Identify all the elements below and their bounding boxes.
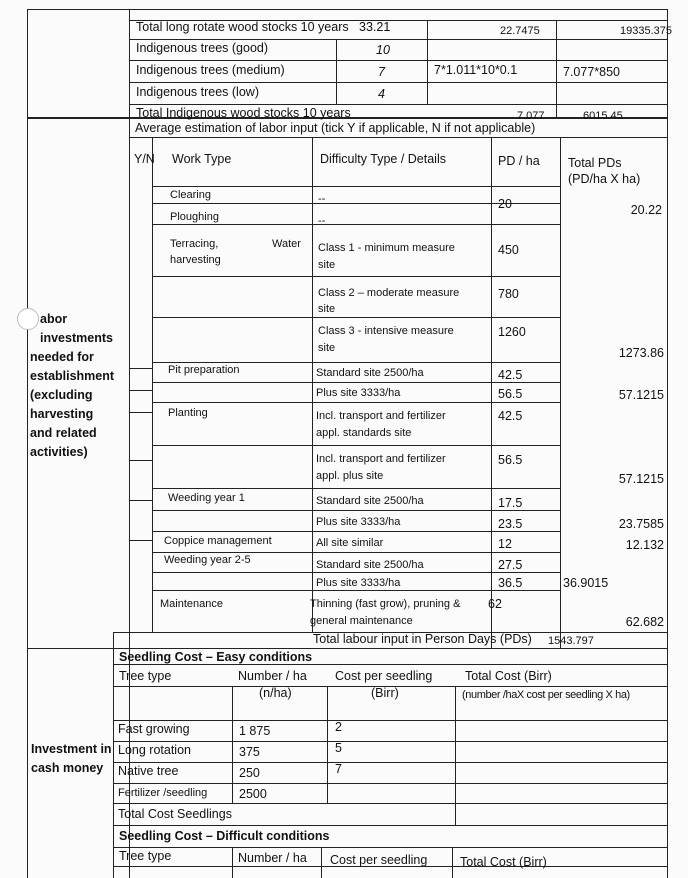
invest-row-line [113,741,667,742]
difficult-h-type: Tree type [119,849,172,863]
easy-h-type: Tree type [119,669,172,683]
top-r1-col3: 22.7475 [500,25,540,37]
row-planting-work: Planting [168,407,208,419]
row-terracing-work-b: Water [272,238,301,250]
row-plant2-pd: 56.5 [498,453,523,467]
easy-h-num: Number / ha [238,669,307,683]
header-yn: Y/N [134,152,155,166]
difficult-h-total: Total Cost (Birr) [460,855,547,869]
top-r2-value: 10 [376,43,390,57]
top-r5-col3: 7.077 [517,110,545,122]
outer-top-border [27,9,668,10]
row-pit-work: Pit preparation [168,364,240,376]
row-plant1-pd: 42.5 [498,409,523,423]
easy-h-total: Total Cost (Birr) [465,669,552,683]
easy-total-label: Total Cost Seedlings [118,807,232,821]
invest-side-label: Investment in cash money [31,742,112,775]
row-terr3-total: 1273.86 [618,346,664,360]
row-weed1b-diff: Plus site 3333/ha [316,516,401,528]
yn-row-line [129,412,152,413]
invest-col-line [232,847,233,878]
easy-h-cost-sub: (Birr) [371,686,399,700]
top-r1-label: Total long rotate wood stocks 10 years [136,20,349,34]
row-weed2b-pd: 36.5 [498,576,523,590]
row-clearing-total: 20.22 [630,203,662,217]
labor-row-line [152,488,560,489]
row-maintenance-work: Maintenance [160,598,223,610]
row-weed1a-pd: 17.5 [498,496,523,510]
header-pd-ha: PD / ha [498,154,540,168]
labor-total-value: 1543.797 [548,635,594,647]
invest-col-line [455,686,456,825]
top-r4-value: 4 [378,87,385,101]
easy-row-type: Fast growing [118,722,190,736]
labor-title: Average estimation of labor input (tick Y if applicable, N if not applicable) [135,121,536,135]
row-terracing-work-2: harvesting [170,254,221,266]
labor-col-line [491,137,492,648]
labor-col-line [152,137,153,632]
top-r5-col4: 6015.45 [583,110,623,122]
row-weed1-work: Weeding year 1 [168,492,245,504]
yn-row-line [129,390,152,391]
top-r3-value: 7 [378,65,385,79]
easy-row-type: Fertilizer /seedling [118,787,208,799]
top-r1-value: 33.21 [359,20,391,34]
header-total-pds-sub: (PD/ha X ha) [568,172,641,186]
labor-row-line [152,317,560,318]
difficult-h-cost: Cost per seedling [330,853,428,867]
top-row-line [129,60,667,61]
invest-row-line [113,783,667,784]
row-pit2-total: 57.1215 [618,388,664,402]
invest-col-line [321,847,322,878]
top-r1-col4: 19335.375 [620,25,672,37]
easy-h-total-sub: (number /haX cost per seedling X ha) [462,689,630,701]
yn-row-line [129,368,152,369]
outer-left-border [27,9,28,878]
yn-row-line [129,540,152,541]
row-coppice-total: 12.132 [625,538,664,552]
yn-row-line [129,460,152,461]
row-pit1-pd: 42.5 [498,368,523,382]
row-terr3-diff: Class 3 - intensive measure [318,325,454,337]
labor-side-label: abor investments needed for establishment (excluding harvesting and related activities) [30,312,115,459]
row-coppice-diff: All site similar [316,537,384,549]
row-plant2-diff: Incl. transport and fertilizer [316,453,446,465]
easy-row-type: Long rotation [118,743,191,757]
invest-row-line [113,803,667,804]
labor-row-line [152,186,560,187]
row-weed2a-diff: Standard site 2500/ha [316,559,424,571]
easy-row-cost: 5 [335,741,342,755]
invest-row-line [113,847,667,848]
easy-row-num: 2500 [239,787,267,801]
row-weed2b-diff: Plus site 3333/ha [316,577,401,589]
row-plant1-diff: Incl. transport and fertilizer [316,410,446,422]
row-weed2a-pd: 27.5 [498,558,523,572]
easy-h-num-sub: (n/ha) [259,686,292,700]
row-coppice-pd: 12 [498,537,512,551]
easy-row-num: 250 [239,766,260,780]
row-ploughing-diff: -- [318,215,326,227]
top-col-line [556,20,557,118]
header-work-type: Work Type [172,152,232,166]
row-clearing-pd: 20 [498,197,512,211]
row-ploughing-work: Ploughing [170,211,219,223]
row-terr2-diff-2: site [318,303,336,315]
row-terr1-diff: Class 1 - minimum measure [318,242,455,254]
row-weed2b-total: 36.9015 [563,576,609,590]
header-difficulty: Difficulty Type / Details [320,152,446,166]
row-plant1-diff-2: appl. standards site [316,427,412,439]
row-terr3-pd: 1260 [498,325,526,339]
row-coppice-work: Coppice management [164,535,272,547]
row-terracing-work: Terracing, [170,238,219,250]
row-pit1-diff: Standard site 2500/ha [316,367,424,379]
easy-title: Seedling Cost – Easy conditions [119,650,313,664]
labor-row-line [152,276,560,277]
top-col-line [336,39,337,104]
header-total-pds: Total PDs [568,156,622,170]
top-row-line [129,39,667,40]
invest-col-line [113,648,114,878]
easy-row-num: 375 [239,745,260,759]
row-maint-diff-2: general maintenance [310,615,413,627]
invest-col-line [232,686,233,803]
invest-col-line [452,847,453,878]
row-plant2-diff-2: appl. plus site [316,470,384,482]
row-clearing-work: Clearing [170,189,211,201]
top-r3-col3: 7*1.011*10*0.1 [434,63,518,77]
top-r2-label: Indigenous trees (good) [136,41,269,55]
easy-h-cost: Cost per seedling [335,669,433,683]
labor-row-line [152,445,560,446]
labor-col-line [312,137,313,632]
easy-row-cost: 2 [335,720,342,734]
top-r4-label: Indigenous trees (low) [136,85,259,99]
easy-row-num: 1 875 [239,724,271,738]
difficult-title: Seedling Cost – Difficult conditions [119,829,330,843]
labor-col-line [560,137,561,648]
row-maint-diff: Thinning (fast grow), pruning & [310,598,461,610]
labor-row-line [152,402,560,403]
row-plant2-total: 57.1215 [618,472,664,486]
row-weed1b-pd: 23.5 [498,517,523,531]
row-terr1-diff-2: site [318,259,336,271]
row-weed1a-diff: Standard site 2500/ha [316,495,424,507]
row-maint-pd: 62 [488,597,502,611]
invest-col-line [327,686,328,803]
row-terr3-diff-2: site [318,342,336,354]
row-pit2-pd: 56.5 [498,387,523,401]
row-weed2-work: Weeding year 2-5 [164,554,251,566]
row-maint-total: 62.682 [625,615,664,629]
yn-row-line [129,500,152,501]
row-pit2-diff: Plus site 3333/ha [316,387,401,399]
top-row-line [129,104,667,105]
outer-right-border [667,9,668,878]
easy-row-type: Native tree [118,764,179,778]
top-r5-label: Total Indigenous wood stocks 10 years [136,106,351,120]
row-terr1-pd: 450 [498,243,519,257]
top-r3-label: Indigenous trees (medium) [136,63,285,77]
invest-row-line [113,825,667,826]
row-weed1b-total: 23.7585 [618,517,664,531]
labor-total-label: Total labour input in Person Days (PDs) [313,632,532,646]
top-row-line [129,82,667,83]
invest-row-line [113,762,667,763]
row-terr2-diff: Class 2 – moderate measure [318,287,460,299]
invest-row-line [113,720,667,721]
row-terr2-pd: 780 [498,287,519,301]
difficult-h-num: Number / ha [238,851,307,865]
top-r3-col4: 7.077*850 [563,65,621,79]
labor-title-line [129,137,667,138]
top-col-line [427,20,428,104]
labor-total-left [113,632,114,648]
row-clearing-diff: -- [318,193,326,205]
easy-row-cost: 7 [335,762,342,776]
